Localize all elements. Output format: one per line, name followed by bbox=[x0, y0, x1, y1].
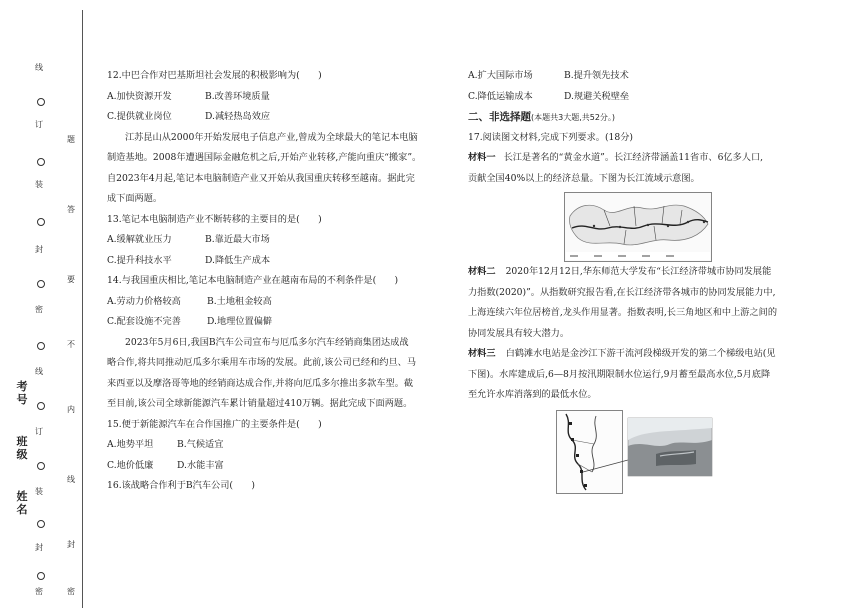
passage2-line: 来西亚以及摩洛哥等地的经销商达成合作,并将向厄瓜多尔推出多款车型。截 bbox=[107, 377, 414, 389]
binding-outer-char: 线 bbox=[35, 63, 43, 72]
binding-outer-char: 订 bbox=[35, 120, 43, 129]
binding-inner-char: 内 bbox=[67, 405, 75, 414]
q12-option-d[interactable]: D.减轻热岛效应 bbox=[205, 111, 271, 122]
q16-option-a[interactable]: A.扩大国际市场 bbox=[468, 70, 533, 81]
binding-outer-char: 订 bbox=[35, 427, 43, 436]
right-column bbox=[468, 66, 848, 496]
material3-line: 下图)。水库建成后,6—8月按汛期限制水位运行,9月蓄至最高水位,5月底降 bbox=[468, 368, 771, 380]
q14-option-a[interactable]: A.劳动力价格较高 bbox=[107, 295, 181, 307]
section-title: 二、非选择题 bbox=[468, 111, 531, 123]
name-label: 姓名 bbox=[16, 490, 28, 516]
q12-options-row2 bbox=[107, 107, 452, 128]
q13-options-row1 bbox=[107, 230, 452, 251]
left-column bbox=[107, 66, 452, 497]
class-label: 班级 bbox=[16, 435, 28, 461]
baihetan-map-and-photo bbox=[556, 410, 714, 494]
section-note: (本题共3大题,共52分。) bbox=[531, 113, 616, 122]
q12-option-b[interactable]: B.改善环境质量 bbox=[205, 90, 270, 102]
binding-inner-char: 要 bbox=[67, 275, 75, 284]
binding-margin bbox=[0, 0, 92, 608]
q13-option-b[interactable]: B.靠近最大市场 bbox=[205, 234, 270, 245]
material2-line: 上海连续六年位居榜首,龙头作用显著。指数表明,长三角地区和中上游之间的 bbox=[468, 307, 778, 318]
binding-outer-char: 装 bbox=[35, 487, 43, 496]
material2-line: 力指数(2020)”。从指数研究报告看,在长江经济带各城市的协同发展能力中, bbox=[468, 286, 776, 298]
binding-hole-icon bbox=[37, 462, 45, 470]
passage1-line: 江苏昆山从2000年开始发展电子信息产业,曾成为全球最大的笔记本电脑 bbox=[125, 131, 418, 143]
material2-line: 协同发展具有较大潜力。 bbox=[468, 327, 570, 339]
q16-option-b[interactable]: B.提升领先技术 bbox=[564, 70, 629, 81]
binding-hole-icon bbox=[37, 342, 45, 350]
binding-outer-char: 装 bbox=[35, 180, 43, 189]
q14-options-row2 bbox=[107, 312, 452, 333]
q15-stem: 15.便于新能源汽车在合作国推广的主要条件是( ) bbox=[107, 418, 322, 430]
material2-label: 材料二 bbox=[468, 266, 496, 277]
binding-hole-icon bbox=[37, 158, 45, 166]
q15-option-c[interactable]: C.地价低廉 bbox=[107, 459, 154, 471]
q12-options-row1 bbox=[107, 87, 452, 108]
passage2-line: 2023年5月6日,我国B汽车公司宣布与厄瓜多尔汽车经销商集团达成战 bbox=[125, 336, 409, 348]
material2-line bbox=[468, 262, 848, 283]
q14-option-b[interactable]: B.土地租金较高 bbox=[207, 295, 272, 307]
yangtze-basin-map-figure bbox=[468, 189, 848, 262]
q16-option-d[interactable]: D.规避关税壁垒 bbox=[564, 90, 630, 102]
q16-option-c[interactable]: C.降低运输成本 bbox=[468, 90, 533, 102]
q13-option-c[interactable]: C.提升科技水平 bbox=[107, 254, 172, 266]
q17-stem: 17.阅读图文材料,完成下列要求。(18分) bbox=[468, 131, 634, 143]
binding-hole-icon bbox=[37, 520, 45, 528]
river-map-box bbox=[557, 410, 623, 493]
binding-inner-char: 答 bbox=[67, 205, 75, 214]
material1-line: 贡献全国40%以上的经济总量。下图为长江流域示意图。 bbox=[468, 172, 700, 184]
binding-outer-char: 密 bbox=[35, 305, 43, 314]
q12-option-c[interactable]: C.提供就业岗位 bbox=[107, 111, 172, 122]
q12-stem: 12.中巴合作对巴基斯坦社会发展的积极影响为( ) bbox=[107, 70, 322, 81]
passage2-line: 略合作,将共同推动厄瓜多尔乘用车市场的发展。此前,该公司已经和约旦、马 bbox=[107, 357, 417, 368]
binding-inner-char: 密 bbox=[67, 587, 75, 596]
binding-hole-icon bbox=[37, 280, 45, 288]
id-number-label: 考号 bbox=[16, 380, 28, 406]
section-heading bbox=[468, 107, 848, 128]
material1-text: 长江是著名的“黄金水道”。长江经济带涵盖11省市、6亿多人口, bbox=[503, 152, 764, 163]
q14-option-d[interactable]: D.地理位置偏僻 bbox=[207, 316, 273, 327]
passage1-line: 制造基地。2008年遭遇国际金融危机之后,开始产业转移,产能向重庆“搬家”。 bbox=[107, 152, 422, 163]
binding-inner-char: 不 bbox=[67, 340, 75, 349]
binding-hole-icon bbox=[37, 98, 45, 106]
q15-option-d[interactable]: D.水能丰富 bbox=[177, 459, 224, 471]
yangtze-basin-map bbox=[564, 192, 712, 262]
q14-option-c[interactable]: C.配套设施不完善 bbox=[107, 316, 181, 327]
material3-line: 至允许水库消落到的最低水位。 bbox=[468, 389, 597, 400]
q13-stem: 13.笔记本电脑制造产业不断转移的主要目的是( ) bbox=[107, 213, 322, 225]
binding-outer-char: 密 bbox=[35, 587, 43, 596]
binding-hole-icon bbox=[37, 218, 45, 226]
q16-options-row1 bbox=[468, 66, 848, 87]
q15-options-row2 bbox=[107, 456, 452, 477]
binding-hole-icon bbox=[37, 572, 45, 580]
q15-options-row1 bbox=[107, 435, 452, 456]
q16-options-row2 bbox=[468, 87, 848, 108]
passage1-line: 成下面两题。 bbox=[107, 193, 163, 204]
binding-outer-char: 线 bbox=[35, 367, 43, 376]
q15-option-b[interactable]: B.气候适宜 bbox=[177, 439, 224, 450]
q13-option-d[interactable]: D.降低生产成本 bbox=[205, 254, 271, 266]
binding-hole-icon bbox=[37, 402, 45, 410]
q14-options-row1 bbox=[107, 292, 452, 313]
binding-line bbox=[82, 10, 83, 608]
material2-text: 2020年12月12日,华东师范大学发布“长江经济带城市协同发展能 bbox=[505, 266, 772, 277]
baihetan-figure bbox=[468, 406, 848, 496]
q16-stem: 16.该战略合作利于B汽车公司( ) bbox=[107, 480, 255, 491]
binding-outer-char: 封 bbox=[35, 543, 43, 552]
material3-text: 白鹤滩水电站是金沙江下游干流河段梯级开发的第二个梯级电站(见 bbox=[505, 348, 776, 359]
material1-label: 材料一 bbox=[468, 152, 496, 163]
q15-option-a[interactable]: A.地势平坦 bbox=[107, 439, 154, 450]
q13-option-a[interactable]: A.缓解就业压力 bbox=[107, 234, 172, 245]
passage1-line: 自2023年4月起,笔记本电脑制造产业又开始从我国重庆转移至越南。据此完 bbox=[107, 172, 415, 184]
binding-inner-char: 封 bbox=[67, 540, 75, 549]
binding-outer-char: 封 bbox=[35, 245, 43, 254]
q14-stem: 14.与我国重庆相比,笔记本电脑制造产业在越南布局的不利条件是( ) bbox=[107, 275, 399, 286]
material1-line bbox=[468, 148, 848, 169]
material3-label: 材料三 bbox=[468, 348, 496, 359]
binding-inner-char: 线 bbox=[67, 475, 75, 484]
passage2-line: 至目前,该公司全球新能源汽车累计销量超过410万辆。据此完成下面两题。 bbox=[107, 398, 413, 409]
q13-options-row2 bbox=[107, 251, 452, 272]
material3-line bbox=[468, 344, 848, 365]
binding-inner-char: 题 bbox=[67, 135, 75, 144]
q12-option-a[interactable]: A.加快资源开发 bbox=[107, 90, 172, 102]
